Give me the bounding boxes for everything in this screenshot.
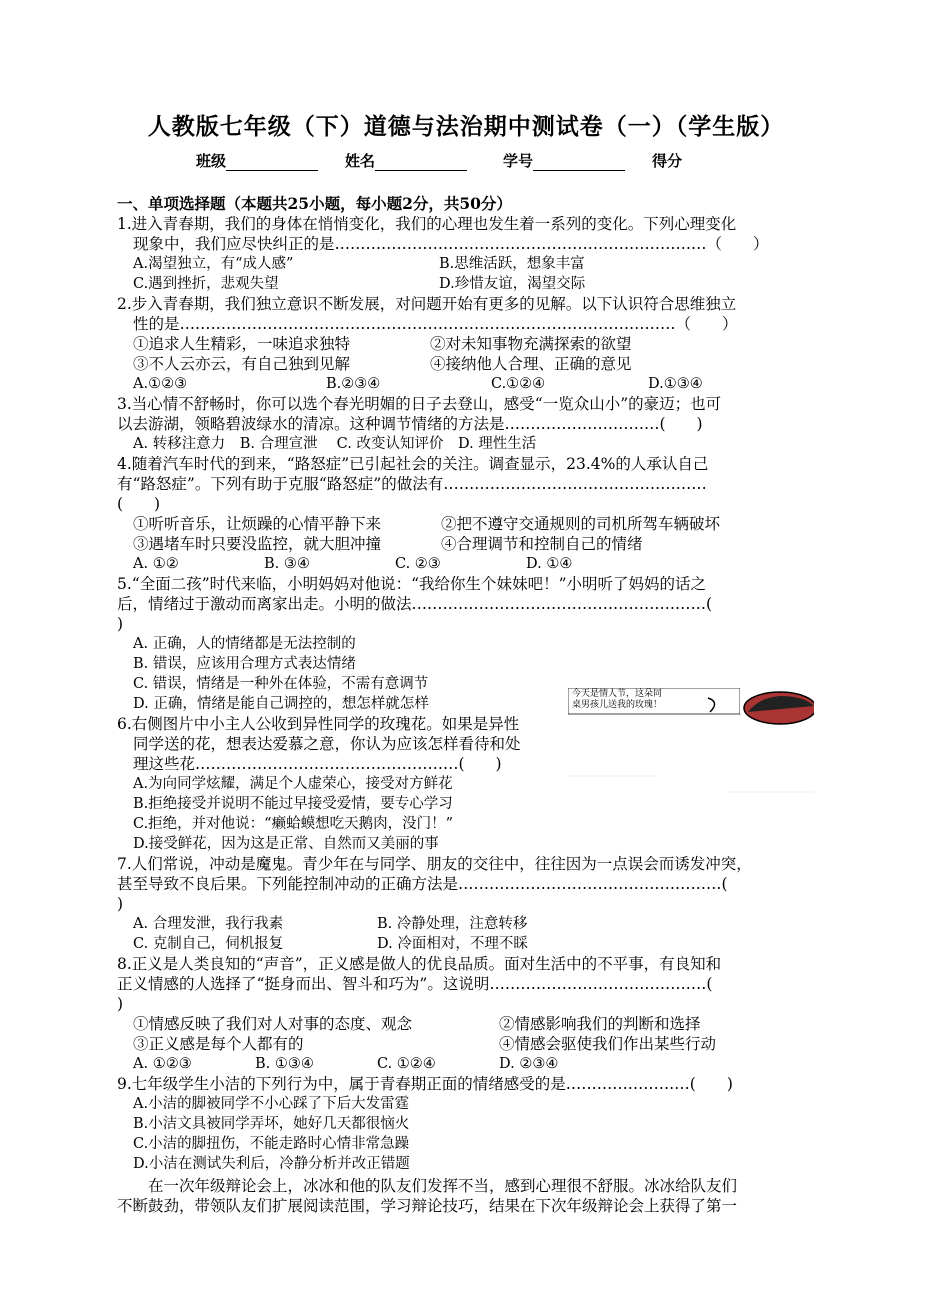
q7-stem-line3: ): [117, 895, 124, 913]
q8-option-c[interactable]: C. ①②④: [377, 1056, 436, 1072]
q4-stem-line3: ( ): [117, 495, 161, 513]
score-label: 得分: [652, 152, 683, 170]
number-label: 学号: [503, 152, 534, 170]
q6-stem-line2: 同学送的花，想表达爱慕之意，你认为应该怎样看待和处: [133, 735, 521, 753]
q1-option-c[interactable]: C.遇到挫折，悲观失望: [133, 276, 279, 292]
q7-option-d[interactable]: D. 冷面相对，不理不睬: [377, 936, 528, 952]
q7-option-b[interactable]: B. 冷静处理，注意转移: [377, 916, 528, 932]
q8-statement-1: ①情感反映了我们对人对事的态度、观念: [133, 1015, 413, 1033]
q2-statement-1: ①追求人生精彩，一味追求独特: [133, 335, 351, 353]
q5-option-c[interactable]: C. 错误，情绪是一种外在体验，不需有意调节: [133, 676, 429, 692]
q9-option-b[interactable]: B.小洁文具被同学弄坏，她好几天都很恼火: [133, 1116, 410, 1132]
page-title: 人教版七年级（下）道德与法治期中测试卷（一）（学生版）: [147, 113, 785, 140]
q7-stem-line1: 7.人们常说，冲动是魔鬼。青少年在与同学、朋友的交往中，往往因为一点误会而诱发冲突，: [117, 855, 752, 873]
q2-stem-line2: 性的是……………………………………………………………………………………（ ）: [133, 315, 738, 333]
q7-option-c[interactable]: C. 克制自己，伺机报复: [133, 936, 284, 952]
q7-stem-line2: 甚至导致不良后果。下列能控制冲动的正确方法是……………………………………………(: [117, 875, 728, 893]
q4-statement-3: ③遇堵车时只要没监控，就大胆冲撞: [133, 535, 382, 553]
passage-line2: 不断鼓劲，带领队友们扩展阅读范围，学习辩论技巧，结果在下次年级辩论会上获得了第一: [117, 1197, 738, 1215]
number-blank[interactable]: [533, 156, 625, 171]
q1-option-b[interactable]: B.思维活跃，想象丰富: [439, 256, 585, 272]
comic-illustration: [568, 688, 814, 802]
q4-stem-line1: 4.随着汽车时代的到来，“路怒症”已引起社会的关注。调查显示，23.4%的人承认自己: [117, 455, 709, 473]
q5-stem-line2: 后，情绪过于激动而离家出走。小明的做法…………………………………………………(: [117, 595, 713, 613]
class-field[interactable]: [196, 150, 318, 171]
q6-stem-line1: 6.右侧图片中小主人公收到异性同学的玫瑰花。如果是异性: [117, 715, 520, 733]
q4-statement-2: ②把不遵守交通规则的司机所驾车辆破坏: [441, 515, 721, 533]
class-label: 班级: [196, 152, 227, 170]
q5-option-b[interactable]: B. 错误，应该用合理方式表达情绪: [133, 656, 356, 672]
q8-option-a[interactable]: A. ①②③: [133, 1056, 192, 1072]
q8-statement-2: ②情感影响我们的判断和选择: [499, 1015, 701, 1033]
section-heading: 一、单项选择题（本题共25小题，每小题2分，共50分）: [117, 194, 512, 213]
q8-stem-line3: ): [117, 995, 124, 1013]
q5-stem-line3: ): [117, 615, 124, 633]
q4-statement-1: ①听听音乐，让烦躁的心情平静下来: [133, 515, 382, 533]
q2-stem-line1: 2.步入青春期，我们独立意识不断发展，对问题开始有更多的见解。以下认识符合思维独立: [117, 295, 737, 313]
name-blank[interactable]: [375, 156, 467, 171]
q6-option-a[interactable]: A.为向同学炫耀，满足个人虚荣心，接受对方鲜花: [133, 776, 453, 792]
passage-line1: 在一次年级辩论会上，冰冰和他的队友们发挥不当，感到心理很不舒服。冰冰给队友们: [148, 1177, 738, 1195]
q6-option-c[interactable]: C.拒绝，并对他说：“癞蛤蟆想吃天鹅肉，没门！”: [133, 816, 454, 832]
q2-statement-2: ②对未知事物充满探索的欲望: [430, 335, 632, 353]
comic-caption-line1: 今天是情人节，这朵同: [572, 689, 663, 699]
q3-stem-line1: 3.当心情不舒畅时，你可以选个春光明媚的日子去登山，感受“一览众山小”的豪迈；也可: [117, 395, 722, 413]
q5-option-d[interactable]: D. 正确，情绪是能自己调控的，想怎样就怎样: [133, 696, 429, 712]
q8-option-b[interactable]: B. ①③④: [255, 1056, 314, 1072]
name-field[interactable]: [345, 150, 467, 171]
q3-stem-line2: 以去游湖，领略碧波绿水的清凉。这种调节情绪的方法是…………………………( ): [117, 415, 703, 433]
q4-option-d[interactable]: D. ①④: [526, 556, 573, 572]
q2-option-b[interactable]: B.②③④: [326, 376, 381, 392]
q6-stem-line3: 理这些花……………………………………………( ): [133, 755, 502, 773]
q7-option-a[interactable]: A. 合理发泄，我行我素: [133, 916, 284, 932]
q2-option-a[interactable]: A.①②③: [133, 376, 188, 392]
q9-option-c[interactable]: C.小洁的脚扭伤，不能走路时心情非常急躁: [133, 1136, 410, 1152]
q4-statement-4: ④合理调节和控制自己的情绪: [441, 535, 643, 553]
q4-option-b[interactable]: B. ③④: [264, 556, 310, 572]
q6-option-d[interactable]: D.接受鲜花，因为这是正常、自然而又美丽的事: [133, 836, 439, 852]
q2-statement-3: ③不人云亦云，有自己独到见解: [133, 355, 351, 373]
q4-option-a[interactable]: A. ①②: [133, 556, 179, 572]
q9-option-d[interactable]: D.小洁在测试失利后，冷静分析并改正错题: [133, 1156, 410, 1172]
q5-option-a[interactable]: A. 正确，人的情绪都是无法控制的: [133, 636, 356, 652]
q3-options[interactable]: A. 转移注意力 B. 合理宣泄 C. 改变认知评价 D. 理性生活: [133, 436, 537, 452]
q8-statement-3: ③正义感是每个人都有的: [133, 1035, 304, 1053]
q4-option-c[interactable]: C. ②③: [395, 556, 441, 572]
q1-stem-line2: 现象中，我们应尽快纠正的是………………………………………………………………（ ）: [133, 235, 769, 253]
q1-option-a[interactable]: A.渴望独立，有“成人感”: [133, 256, 294, 272]
q8-statement-4: ④情感会驱使我们作出某些行动: [499, 1035, 717, 1053]
name-label: 姓名: [345, 152, 376, 170]
q2-statement-4: ④接纳他人合理、正确的意见: [430, 355, 632, 373]
number-field[interactable]: [503, 150, 625, 171]
q2-option-d[interactable]: D.①③④: [648, 376, 703, 392]
q6-option-b[interactable]: B.拒绝接受并说明不能过早接受爱情，要专心学习: [133, 796, 453, 812]
q1-option-d[interactable]: D.珍惜友谊，渴望交际: [439, 276, 586, 292]
q9-option-a[interactable]: A.小洁的脚被同学不小心踩了下后大发雷霆: [133, 1096, 410, 1112]
q1-stem-line1: 1.进入青春期，我们的身体在悄悄变化，我们的心理也发生着一系列的变化。下列心理变化: [117, 215, 737, 233]
q8-stem-line1: 8.正义是人类良知的“声音”，正义感是做人的优良品质。面对生活中的不平事，有良知和: [117, 955, 722, 973]
q5-stem-line1: 5.“全面二孩”时代来临，小明妈妈对他说：“我给你生个妹妹吧！”小明听了妈妈的话之: [117, 575, 706, 593]
q2-option-c[interactable]: C.①②④: [491, 376, 546, 392]
q4-stem-line2: 有“路怒症”。下列有助于克服“路怒症”的做法有……………………………………………: [117, 475, 707, 493]
q8-stem-line2: 正义情感的人选择了“挺身而出、智斗和巧为”。这说明……………………………………(: [117, 975, 713, 993]
q9-stem-line1: 9.七年级学生小洁的下列行为中，属于青春期正面的情绪感受的是……………………( ): [117, 1075, 733, 1093]
comic-caption-line2: 桌男孩儿送我的玫瑰！: [572, 700, 663, 710]
class-blank[interactable]: [226, 156, 318, 171]
q8-option-d[interactable]: D. ②③④: [499, 1056, 559, 1072]
